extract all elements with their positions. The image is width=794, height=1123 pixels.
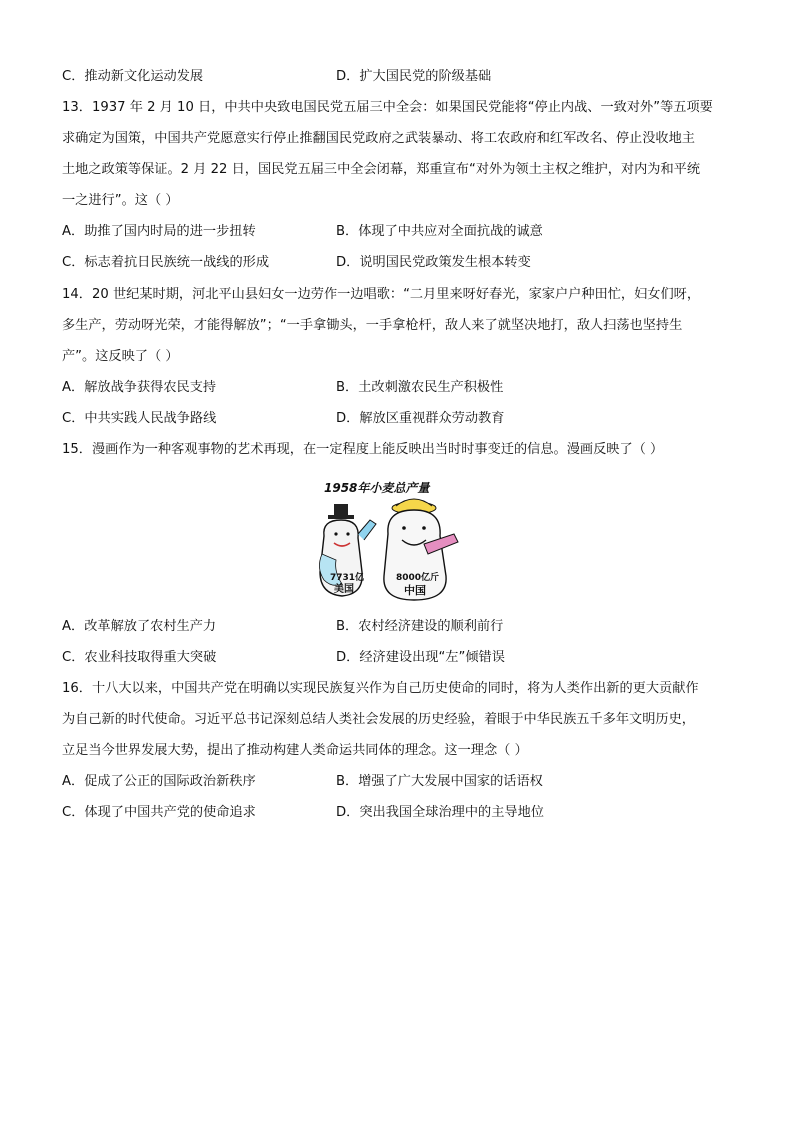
q16-stem-line-3: 立足当今世界发展大势，提出了推动构建人类命运共同体的理念。这一理念（ ） [62,743,528,758]
q13-stem-line-4: 一之进行”。这（ ） [62,193,179,208]
q16-option-c: C．体现了中国共产党的使命追求 [62,805,256,820]
cartoon-illustration [312,476,474,604]
q13-stem-line-3: 土地之政策等保证。2 月 22 日，国民党五届三中全会闭幕，郑重宣布“对外为领土主权之维护，对内为和平统 [62,162,701,177]
q15-stem-line-1: 15．漫画作为一种客观事物的艺术再现，在一定程度上能反映出当时时事变迁的信息。漫画反映了（ ） [62,442,664,457]
q14-stem-line-1: 14．20 世纪某时期，河北平山县妇女一边劳作一边唱歌：“二月里来呀好春光，家家户户种田忙，妇女们呀， [62,287,701,302]
q14-option-b: B．土改刺激农民生产积极性 [336,380,504,395]
left-figure-label: 美国 [334,584,354,595]
q13-stem-line-1: 13．1937 年 2 月 10 日，中共中央致电国民党五届三中全会：如果国民党能将“停止内战、一致对外”等五项要 [62,100,713,115]
q15-option-b: B．农村经济建设的顺利前行 [336,619,504,634]
q13-option-c: C．标志着抗日民族统一战线的形成 [62,255,270,270]
q14-stem-line-2: 多生产，劳动呀光荣，才能得解放”；“一手拿锄头，一手拿枪杆，敌人来了就坚决地打，敌人扫荡也坚持生 [62,318,683,333]
q16-stem-line-2: 为自己新的时代使命。习近平总书记深刻总结人类社会发展的历史经验，着眼于中华民族五千多年文明历史， [62,712,695,727]
q13-stem-line-2: 求确定为国策，中国共产党愿意实行停止推翻国民党政府之武装暴动、将工农政府和红军改名、停止没收地主 [62,131,695,146]
right-figure-amount: 8000亿斤 [396,573,440,583]
q14-option-a: A．解放战争获得农民支持 [62,380,217,395]
q15-option-d: D．经济建设出现“左”倾错误 [336,650,505,665]
left-figure [319,504,376,596]
q12-option-d: D．扩大国民党的阶级基础 [336,69,492,84]
q14-stem-line-3: 产”。这反映了（ ） [62,349,179,364]
q16-option-d: D．突出我国全球治理中的主导地位 [336,805,544,820]
q14-option-c: C．中共实践人民战争路线 [62,411,217,426]
q15-option-a: A．改革解放了农村生产力 [62,619,217,634]
q14-option-d: D．解放区重视群众劳动教育 [336,411,505,426]
left-figure-amount: 7731亿 [330,573,365,583]
q13-option-b: B．体现了中共应对全面抗战的诚意 [336,224,543,239]
q15-option-c: C．农业科技取得重大突破 [62,650,217,665]
q16-stem-line-1: 16．十八大以来，中国共产党在明确以实现民族复兴作为自己历史使命的同时，将为人类作出新的更大贡献作 [62,681,699,696]
right-figure [384,499,458,600]
q16-option-b: B．增强了广大发展中国家的话语权 [336,774,543,789]
q16-option-a: A．促成了公正的国际政治新秩序 [62,774,256,789]
q13-option-d: D．说明国民党政策发生根本转变 [336,255,531,270]
q12-option-c: C．推动新文化运动发展 [62,69,204,84]
right-figure-label: 中国 [404,584,426,597]
q13-option-a: A．助推了国内时局的进一步扭转 [62,224,256,239]
cartoon-title: 1958年小麦总产量 [324,481,430,495]
